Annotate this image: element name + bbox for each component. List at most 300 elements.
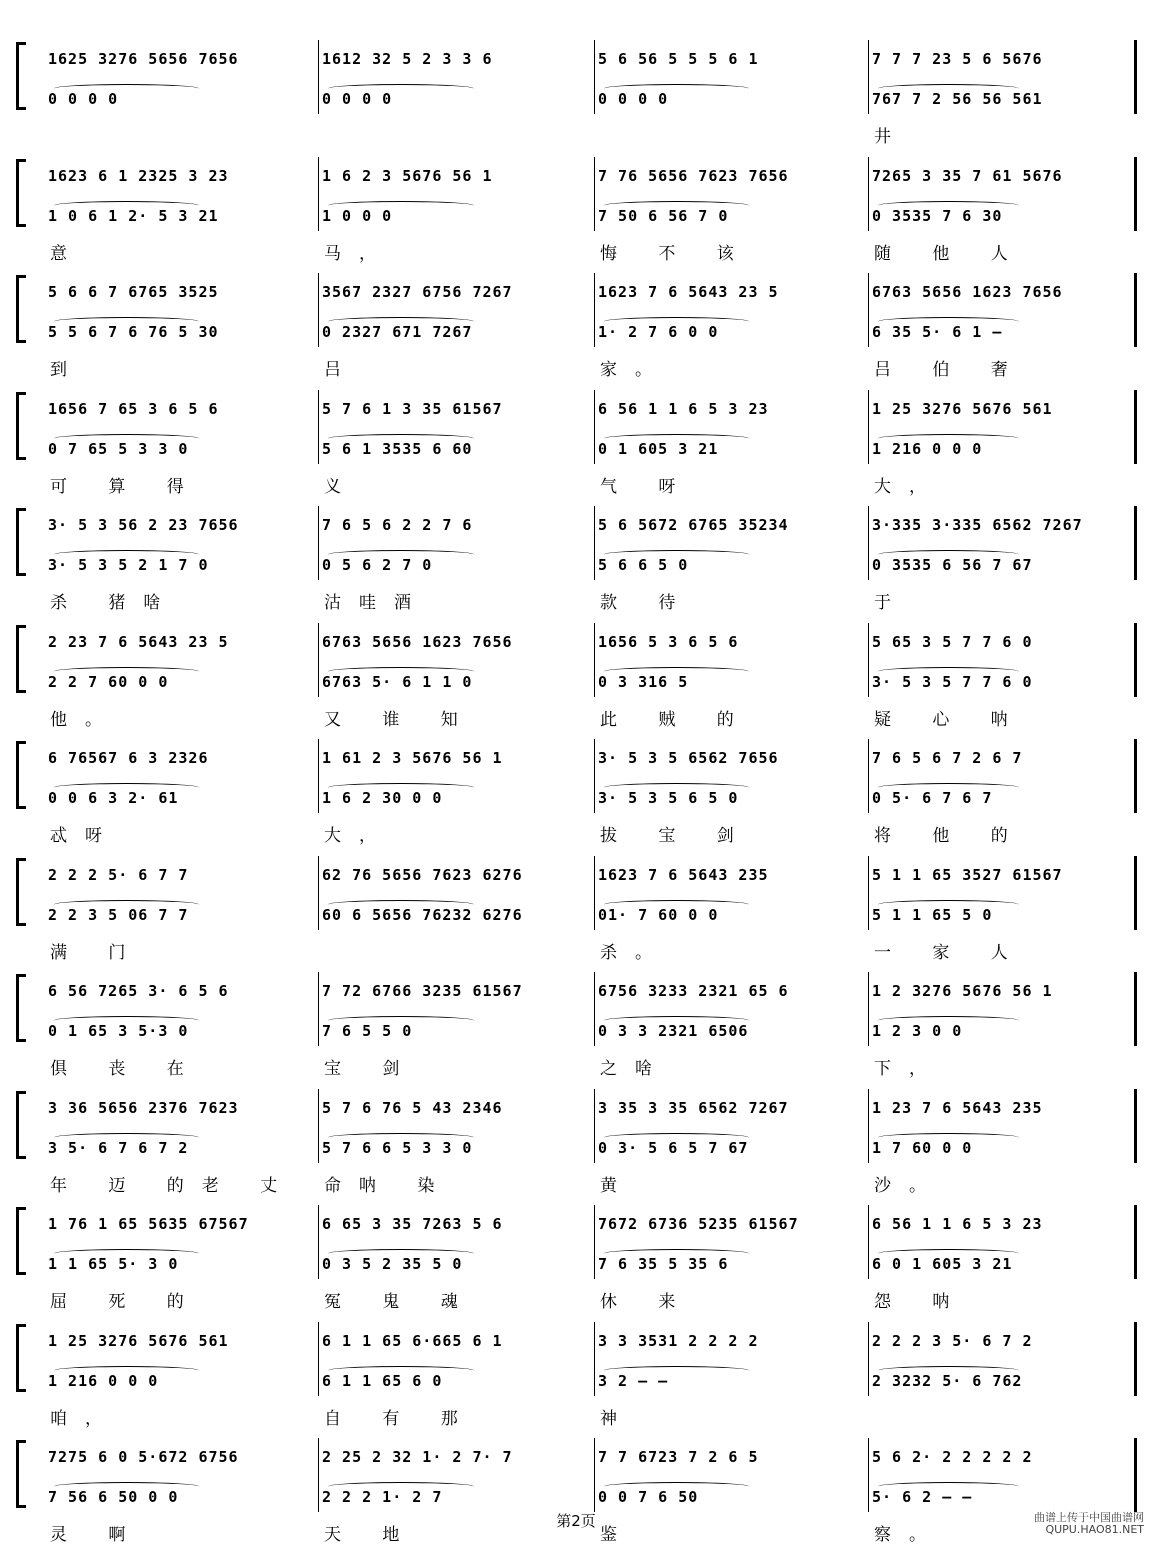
vocal-notes: 0 3· 5 6 5 7 67 <box>598 1138 749 1157</box>
lyric-text: 下， <box>874 1059 944 1079</box>
slur-mark <box>604 1366 749 1375</box>
barline <box>1134 1322 1137 1396</box>
slur-mark <box>54 550 199 559</box>
barline <box>594 739 595 813</box>
slur-mark <box>328 1482 474 1491</box>
vocal-notes: 0 5 6 2 7 0 <box>322 556 433 574</box>
measure <box>322 613 588 730</box>
slur-mark <box>54 783 199 792</box>
barline <box>594 1089 595 1163</box>
lyric-text: 满 门 <box>50 942 144 963</box>
score-system <box>16 1195 1136 1312</box>
barline <box>318 623 319 697</box>
barline <box>1134 1438 1137 1512</box>
melody-notes: 6 76567 6 3 2326 <box>48 749 209 767</box>
measure <box>48 1312 312 1429</box>
slur-mark <box>54 900 199 909</box>
lyric-text: 随 他 人 <box>874 243 1026 264</box>
lyric-text: 款 待 <box>600 593 694 613</box>
vocal-notes: 1 2 3 0 0 <box>872 1022 963 1040</box>
slur-mark <box>54 84 199 93</box>
lyric-text: 一 家 人 <box>874 942 1026 963</box>
melody-notes: 7 72 6766 3235 61567 <box>322 982 523 1000</box>
score-system <box>16 729 1136 846</box>
vocal-notes: 0 1 65 3 5·3 0 <box>48 1022 189 1040</box>
slur-mark <box>54 1482 199 1491</box>
melody-notes: 2 2 2 5· 6 7 7 <box>48 865 189 884</box>
slur-mark <box>328 783 474 792</box>
slur-mark <box>54 434 199 443</box>
measure <box>598 496 862 613</box>
barline <box>1134 1205 1137 1279</box>
vocal-notes: 3· 5 3 5 6 5 0 <box>598 789 739 807</box>
melody-notes: 3·335 3·335 6562 7267 <box>872 516 1083 534</box>
vocal-notes: 01· 7 60 0 0 <box>598 905 719 924</box>
melody-notes: 6 56 1 1 6 5 3 23 <box>598 399 769 418</box>
melody-notes: 1 25 3276 5676 561 <box>872 399 1053 418</box>
lyric-text: 拔 宝 剑 <box>600 826 752 846</box>
vocal-notes: 0 3 3 2321 6506 <box>598 1022 749 1040</box>
measure <box>48 846 312 963</box>
lyric-text: 到 <box>50 360 85 380</box>
barline <box>318 972 319 1046</box>
lyric-text: 可 算 得 <box>50 476 202 497</box>
lyric-text: 气 呀 <box>600 476 694 497</box>
barline <box>318 157 319 231</box>
melody-notes: 1656 5 3 6 5 6 <box>598 632 739 651</box>
lyric-text: 忒呀 <box>50 826 120 846</box>
slur-mark <box>604 783 749 792</box>
slur-mark <box>54 1016 199 1025</box>
measure <box>598 1079 862 1196</box>
melody-notes: 5 65 3 5 7 7 6 0 <box>872 632 1033 651</box>
measure <box>48 263 312 380</box>
barline <box>318 40 319 114</box>
barline <box>868 157 869 231</box>
measure <box>598 613 862 730</box>
score-system <box>16 147 1136 264</box>
measure <box>872 962 1128 1079</box>
barline <box>868 1205 869 1279</box>
lyric-text: 神 <box>600 1408 635 1429</box>
vocal-notes: 6 35 5· 6 1 — <box>872 323 1003 341</box>
barline <box>594 40 595 114</box>
slur-mark <box>328 317 474 326</box>
vocal-notes: 0 0 7 6 50 <box>598 1488 699 1506</box>
melody-notes: 5 6 6 7 6765 3525 <box>48 283 219 301</box>
slur-mark <box>54 1133 199 1142</box>
vocal-notes: 0 3 316 5 <box>598 672 689 691</box>
melody-notes: 1 2 3276 5676 56 1 <box>872 982 1053 1000</box>
barline <box>1134 40 1137 114</box>
vocal-notes: 3 2 — — <box>598 1371 669 1390</box>
lyric-text: 马， <box>324 243 394 264</box>
barline <box>868 623 869 697</box>
barline <box>1134 739 1137 813</box>
vocal-notes: 0 7 65 5 3 3 0 <box>48 439 189 458</box>
slur-mark <box>604 667 749 676</box>
vocal-notes: 0 3535 7 6 30 <box>872 206 1003 225</box>
measure <box>872 846 1128 963</box>
barline <box>318 1205 319 1279</box>
vocal-notes: 5 6 1 3535 6 60 <box>322 439 473 458</box>
lyric-text: 黄 <box>600 1175 635 1196</box>
barline <box>318 506 319 580</box>
lyric-text: 年 迈 的老 丈 <box>50 1175 296 1196</box>
slur-mark <box>604 201 749 210</box>
barline <box>868 1089 869 1163</box>
lyric-text: 悔 不 该 <box>600 243 752 264</box>
score-system <box>16 962 1136 1079</box>
vocal-notes: 0 3535 6 56 7 67 <box>872 556 1033 574</box>
measure <box>322 962 588 1079</box>
vocal-notes: 1 0 6 1 2· 5 3 21 <box>48 206 219 225</box>
lyric-text: 井 <box>874 127 909 147</box>
barline <box>1134 972 1137 1046</box>
lyric-text: 将 他 的 <box>874 826 1026 846</box>
score-system <box>16 613 1136 730</box>
lyric-text: 大， <box>324 826 394 846</box>
melody-notes: 1612 32 5 2 3 3 6 <box>322 50 493 68</box>
lyric-text: 宝 剑 <box>324 1059 418 1079</box>
lyric-text: 他。 <box>50 709 120 730</box>
measure <box>872 1195 1128 1312</box>
barline <box>868 972 869 1046</box>
melody-notes: 3567 2327 6756 7267 <box>322 283 513 301</box>
lyric-text: 家。 <box>600 360 670 380</box>
lyric-text: 之啥 <box>600 1059 670 1079</box>
lyric-text: 意 <box>50 243 85 264</box>
measure <box>598 846 862 963</box>
melody-notes: 7 76 5656 7623 7656 <box>598 166 789 185</box>
lyric-text: 自 有 那 <box>324 1408 476 1429</box>
measure <box>322 263 588 380</box>
melody-notes: 2 2 2 3 5· 6 7 2 <box>872 1331 1033 1350</box>
measure <box>872 613 1128 730</box>
slur-mark <box>878 1249 1019 1258</box>
vocal-notes: 767 7 2 56 56 561 <box>872 90 1043 108</box>
measure <box>598 30 862 140</box>
slur-mark <box>878 317 1019 326</box>
slur-mark <box>604 900 749 909</box>
slur-mark <box>878 1482 1019 1491</box>
slur-mark <box>878 667 1019 676</box>
measure <box>48 613 312 730</box>
measure <box>48 729 312 846</box>
lyric-text: 命呐 染 <box>324 1175 453 1196</box>
barline <box>1134 157 1137 231</box>
slur-mark <box>604 1249 749 1258</box>
slur-mark <box>328 1016 474 1025</box>
melody-notes: 1 25 3276 5676 561 <box>48 1331 229 1350</box>
measure <box>872 147 1128 264</box>
measure <box>322 1195 588 1312</box>
slur-mark <box>878 201 1019 210</box>
measure <box>872 496 1128 613</box>
barline <box>868 40 869 114</box>
system-bracket <box>16 275 26 343</box>
vocal-notes: 5 5 6 7 6 76 5 30 <box>48 323 219 341</box>
score-system <box>16 846 1136 963</box>
lyric-text: 大， <box>874 476 944 497</box>
barline <box>868 739 869 813</box>
melody-notes: 1623 6 1 2325 3 23 <box>48 166 229 185</box>
slur-mark <box>878 1016 1019 1025</box>
system-bracket <box>16 858 26 926</box>
slur-mark <box>328 1366 474 1375</box>
slur-mark <box>604 1133 749 1142</box>
melody-notes: 7 7 7 23 5 6 5676 <box>872 50 1043 68</box>
lyric-text: 疑 心 呐 <box>874 709 1026 730</box>
vocal-notes: 7 6 35 5 35 6 <box>598 1255 729 1273</box>
barline <box>594 157 595 231</box>
melody-notes: 3· 5 3 5 6562 7656 <box>598 749 779 767</box>
melody-notes: 1656 7 65 3 6 5 6 <box>48 399 219 418</box>
barline <box>594 1438 595 1512</box>
melody-notes: 6763 5656 1623 7656 <box>872 283 1063 301</box>
measure <box>322 30 588 140</box>
vocal-notes: 6 0 1 605 3 21 <box>872 1255 1013 1273</box>
system-bracket <box>16 1440 26 1508</box>
barline <box>318 1089 319 1163</box>
lyric-text: 天 地 <box>324 1525 418 1545</box>
slur-mark <box>328 1133 474 1142</box>
vocal-notes: 0 0 0 0 <box>322 90 393 108</box>
vocal-notes: 3 5· 6 7 6 7 2 <box>48 1138 189 1157</box>
melody-notes: 1623 7 6 5643 23 5 <box>598 283 779 301</box>
lyric-text: 此 贼 的 <box>600 709 752 730</box>
vocal-notes: 0 0 6 3 2· 61 <box>48 789 179 807</box>
barline <box>1134 390 1137 464</box>
lyric-text: 灵 啊 <box>50 1525 144 1545</box>
melody-notes: 62 76 5656 7623 6276 <box>322 865 523 884</box>
vocal-notes: 2 3232 5· 6 762 <box>872 1371 1023 1390</box>
measure <box>48 496 312 613</box>
melody-notes: 3 36 5656 2376 7623 <box>48 1098 239 1117</box>
vocal-notes: 2 2 7 60 0 0 <box>48 672 169 691</box>
slur-mark <box>54 1249 199 1258</box>
vocal-notes: 1 1 65 5· 3 0 <box>48 1255 179 1273</box>
melody-notes: 1625 3276 5656 7656 <box>48 50 239 68</box>
vocal-notes: 1 216 0 0 0 <box>48 1371 159 1390</box>
barline <box>594 856 595 930</box>
barline <box>1134 273 1137 347</box>
system-bracket <box>16 1324 26 1392</box>
measure <box>48 962 312 1079</box>
lyric-text: 咱， <box>50 1408 120 1429</box>
melody-notes: 5 7 6 76 5 43 2346 <box>322 1098 503 1117</box>
measure <box>598 380 862 497</box>
barline <box>318 1322 319 1396</box>
slur-mark <box>328 667 474 676</box>
measure <box>598 962 862 1079</box>
slur-mark <box>54 1366 199 1375</box>
melody-notes: 2 25 2 32 1· 2 7· 7 <box>322 1448 513 1466</box>
slur-mark <box>328 84 474 93</box>
measure <box>872 729 1128 846</box>
slur-mark <box>604 1016 749 1025</box>
vocal-notes: 5 1 1 65 5 0 <box>872 905 993 924</box>
vocal-notes: 1 216 0 0 0 <box>872 439 983 458</box>
barline <box>318 856 319 930</box>
barline <box>868 506 869 580</box>
measure <box>598 1195 862 1312</box>
measure <box>48 380 312 497</box>
lyric-text: 吕 <box>324 360 359 380</box>
barline <box>1134 856 1137 930</box>
measure <box>48 1079 312 1196</box>
measure <box>322 729 588 846</box>
lyric-text: 杀。 <box>600 942 670 963</box>
melody-notes: 3· 5 3 56 2 23 7656 <box>48 516 239 534</box>
barline <box>594 1205 595 1279</box>
measure <box>322 380 588 497</box>
barline <box>868 273 869 347</box>
slur-mark <box>604 550 749 559</box>
measure <box>598 1312 862 1429</box>
melody-notes: 1 76 1 65 5635 67567 <box>48 1215 249 1233</box>
melody-notes: 6756 3233 2321 65 6 <box>598 982 789 1000</box>
vocal-notes: 5· 6 2 — — <box>872 1488 973 1506</box>
melody-notes: 6 56 7265 3· 6 5 6 <box>48 982 229 1000</box>
slur-mark <box>604 84 749 93</box>
vocal-notes: 0 5· 6 7 6 7 <box>872 789 993 807</box>
vocal-notes: 0 3 5 2 35 5 0 <box>322 1255 463 1273</box>
lyric-text: 义 <box>324 476 359 497</box>
lyric-text: 于 <box>874 593 909 613</box>
melody-notes: 5 7 6 1 3 35 61567 <box>322 399 503 418</box>
melody-notes: 6 65 3 35 7263 5 6 <box>322 1215 503 1233</box>
watermark-line-1: 曲谱上传于中国曲谱网 <box>1034 1511 1144 1524</box>
measure <box>322 1312 588 1429</box>
melody-notes: 3 35 3 35 6562 7267 <box>598 1098 789 1117</box>
vocal-notes: 5 7 6 6 5 3 3 0 <box>322 1138 473 1157</box>
lyric-text: 鉴 <box>600 1525 635 1545</box>
vocal-notes: 7 50 6 56 7 0 <box>598 206 729 225</box>
melody-notes: 7 7 6723 7 2 6 5 <box>598 1448 759 1466</box>
barline <box>318 273 319 347</box>
melody-notes: 5 6 5672 6765 35234 <box>598 516 789 534</box>
lyric-text: 杀 猪啥 <box>50 593 179 613</box>
measure <box>322 846 588 956</box>
vocal-notes: 0 1 605 3 21 <box>598 439 719 458</box>
lyric-text: 屈 死 的 <box>50 1292 202 1312</box>
slur-mark <box>328 201 474 210</box>
measure <box>48 147 312 264</box>
melody-notes: 1 61 2 3 5676 56 1 <box>322 749 503 767</box>
vocal-notes: 1 0 0 0 <box>322 206 393 225</box>
melody-notes: 1623 7 6 5643 235 <box>598 865 769 884</box>
melody-notes: 5 6 56 5 5 5 6 1 <box>598 50 759 68</box>
slur-mark <box>878 434 1019 443</box>
melody-notes: 7265 3 35 7 61 5676 <box>872 166 1063 185</box>
vocal-notes: 6 1 1 65 6 0 <box>322 1371 443 1390</box>
slur-mark <box>878 1133 1019 1142</box>
barline <box>594 273 595 347</box>
watermark-line-2: QUPU.HAO81.NET <box>1045 1523 1144 1536</box>
measure <box>598 729 862 846</box>
melody-notes: 7 6 5 6 2 2 7 6 <box>322 516 473 534</box>
measure <box>598 263 862 380</box>
barline <box>594 506 595 580</box>
slur-mark <box>604 1482 749 1491</box>
vocal-notes: 1· 2 7 6 0 0 <box>598 323 719 341</box>
lyric-text: 又 谁 知 <box>324 709 476 730</box>
barline <box>318 739 319 813</box>
measure <box>322 496 588 613</box>
slur-mark <box>604 434 749 443</box>
system-bracket <box>16 974 26 1042</box>
vocal-notes: 0 0 0 0 <box>598 90 669 108</box>
melody-notes: 5 1 1 65 3527 61567 <box>872 865 1063 884</box>
lyric-text: 俱 丧 在 <box>50 1059 202 1079</box>
vocal-notes: 3· 5 3 5 7 7 6 0 <box>872 672 1033 691</box>
barline <box>868 390 869 464</box>
system-bracket <box>16 392 26 460</box>
barline <box>594 390 595 464</box>
barline <box>318 390 319 464</box>
system-bracket <box>16 159 26 227</box>
barline <box>1134 1089 1137 1163</box>
slur-mark <box>328 900 474 909</box>
vocal-notes: 1 6 2 30 0 0 <box>322 789 443 807</box>
slur-mark <box>54 667 199 676</box>
measure <box>872 1079 1128 1196</box>
slur-mark <box>54 201 199 210</box>
score-system <box>16 1312 1136 1429</box>
melody-notes: 7 6 5 6 7 2 6 7 <box>872 749 1023 767</box>
melody-notes: 6 1 1 65 6·665 6 1 <box>322 1331 503 1350</box>
melody-notes: 1 23 7 6 5643 235 <box>872 1098 1043 1117</box>
measure <box>872 380 1128 497</box>
melody-notes: 6 56 1 1 6 5 3 23 <box>872 1215 1043 1233</box>
vocal-notes: 2 2 2 1· 2 7 <box>322 1488 443 1506</box>
measure <box>48 30 312 140</box>
melody-notes: 2 23 7 6 5643 23 5 <box>48 632 229 651</box>
slur-mark <box>328 434 474 443</box>
system-bracket <box>16 42 26 110</box>
lyric-text: 怨 呐 <box>874 1292 968 1312</box>
slur-mark <box>878 550 1019 559</box>
score-system <box>16 263 1136 380</box>
vocal-notes: 7 6 5 5 0 <box>322 1022 413 1040</box>
system-bracket <box>16 1207 26 1275</box>
system-bracket <box>16 625 26 693</box>
system-bracket <box>16 741 26 809</box>
slur-mark <box>878 84 1019 93</box>
watermark <box>1034 1512 1144 1536</box>
page-number: 第2页 <box>556 1512 596 1530</box>
score-system <box>16 380 1136 497</box>
measure <box>598 147 862 264</box>
lyric-text: 察。 <box>874 1525 944 1545</box>
lyric-text: 沙。 <box>874 1175 944 1196</box>
melody-notes: 3 3 3531 2 2 2 2 <box>598 1331 759 1350</box>
barline <box>868 1438 869 1512</box>
vocal-notes: 0 0 0 0 <box>48 90 119 108</box>
barline <box>318 1438 319 1512</box>
barline <box>868 1322 869 1396</box>
vocal-notes: 6763 5· 6 1 1 0 <box>322 672 473 691</box>
melody-notes: 5 6 2· 2 2 2 2 2 <box>872 1448 1033 1466</box>
melody-notes: 1 6 2 3 5676 56 1 <box>322 166 493 185</box>
lyric-text: 吕 伯 奢 <box>874 360 1026 380</box>
lyric-text: 冤 鬼 魂 <box>324 1292 476 1312</box>
barline <box>594 623 595 697</box>
slur-mark <box>604 317 749 326</box>
barline <box>594 972 595 1046</box>
slur-mark <box>878 1366 1019 1375</box>
